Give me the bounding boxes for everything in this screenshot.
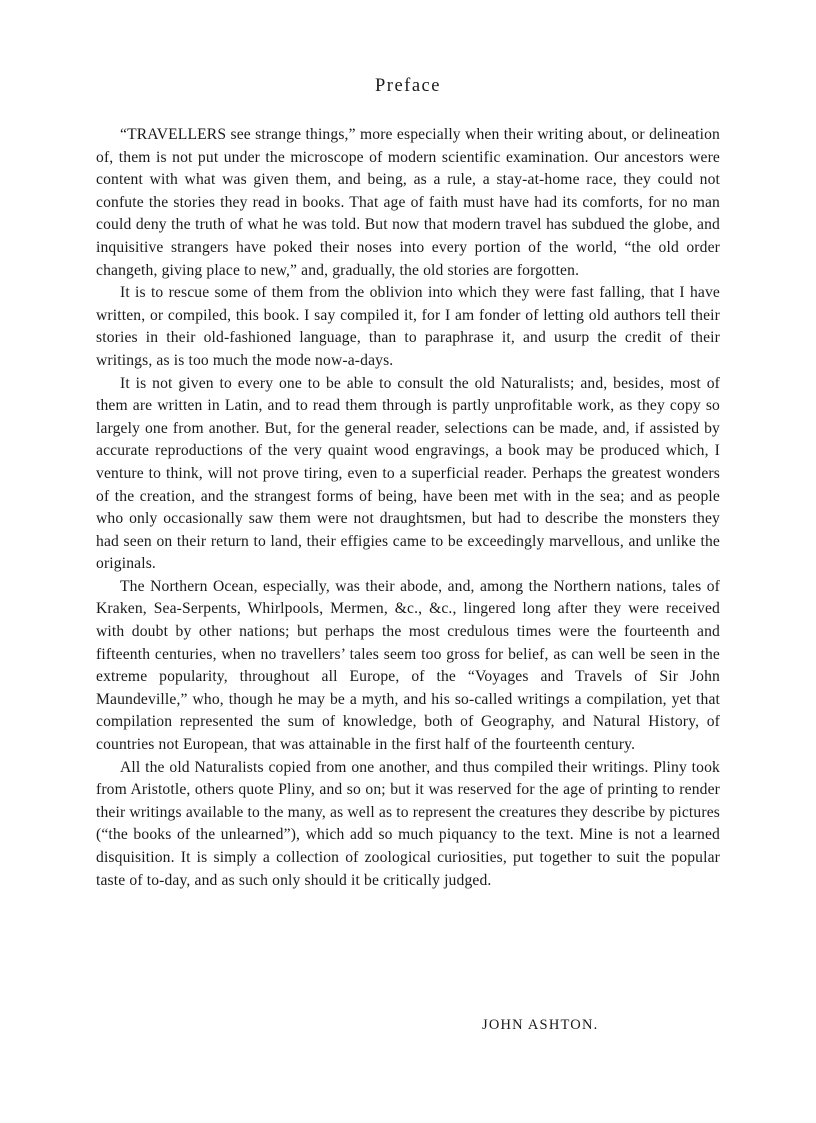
paragraph-3: It is not given to every one to be able to consult the old Naturalists; and, besides, most of them are written in Latin, and to read them through is partly unprofitable work, as they copy so largely one from another. But, for the general reader, selections can be made, and, if assisted by accurate reproductions of the very quaint wood engravings, a book may be produced which, I venture to think, will not prove tiring, even to a superficial reader. Perhaps the greatest wonders of the creation, and the strangest forms of being, have been met with in the sea; and as people who only occasionally saw them were not draughtsmen, but had to describe the monsters they had seen on their return to land, their effigies came to be exceedingly marvellous, and unlike the originals. xyxy=(96,374,720,573)
preface-body xyxy=(96,124,720,892)
page-title: Preface xyxy=(375,76,441,96)
paragraph-1: “TRAVELLERS see strange things,” more especially when their writing about, or delineation of, them is not put under the microscope of modern scientific examination. Our ancestors were content with what was given them, and being, as a rule, a stay-at-home race, they could not confute the stories they read in books. That age of faith must have had its comforts, for no man could deny the truth of what he was told. But now that modern travel has subdued the globe, and inquisitive strangers have poked their noses into every portion of the world, “the old order changeth, giving place to new,” and, gradually, the old stories are forgotten. xyxy=(96,126,720,279)
author-signature: JOHN ASHTON. xyxy=(482,1017,599,1033)
paragraph-4: The Northern Ocean, especially, was their abode, and, among the Northern nations, tales of Kraken, Sea-Serpents, Whirlpools, Mermen, &c., &c., lingered long after they were received with doubt by other nations; but perhaps the most credulous times were the fourteenth and fifteenth centuries, when no travellers’ tales seem too gross for belief, as can well be seen in the extreme popularity, throughout all Europe, of the “Voyages and Travels of Sir John Maundeville,” who, though he may be a myth, and his so-called writings a compilation, yet that compilation represented the sum of knowledge, both of Geography, and Natural History, of countries not European, that was attainable in the first half of the fourteenth century. xyxy=(96,577,720,754)
paragraph-2: It is to rescue some of them from the oblivion into which they were fast falling, that I have written, or compiled, this book. I say compiled it, for I am fonder of letting old authors tell their stories in their old-fashioned language, than to paraphrase it, and usurp the credit of their writings, as is too much the mode now-a-days. xyxy=(96,284,720,369)
paragraph-5: All the old Naturalists copied from one another, and thus compiled their writings. Pliny took from Aristotle, others quote Pliny, and so on; but it was reserved for the age of printing to render their writings available to the many, as well as to represent the creatures they describe by pictures (“the books of the unlearned”), which add so much piquancy to the text. Mine is not a learned disquisition. It is simply a collection of zoological curiosities, put together to suit the popular taste of to-day, and as such only should it be critically judged. xyxy=(96,758,720,889)
